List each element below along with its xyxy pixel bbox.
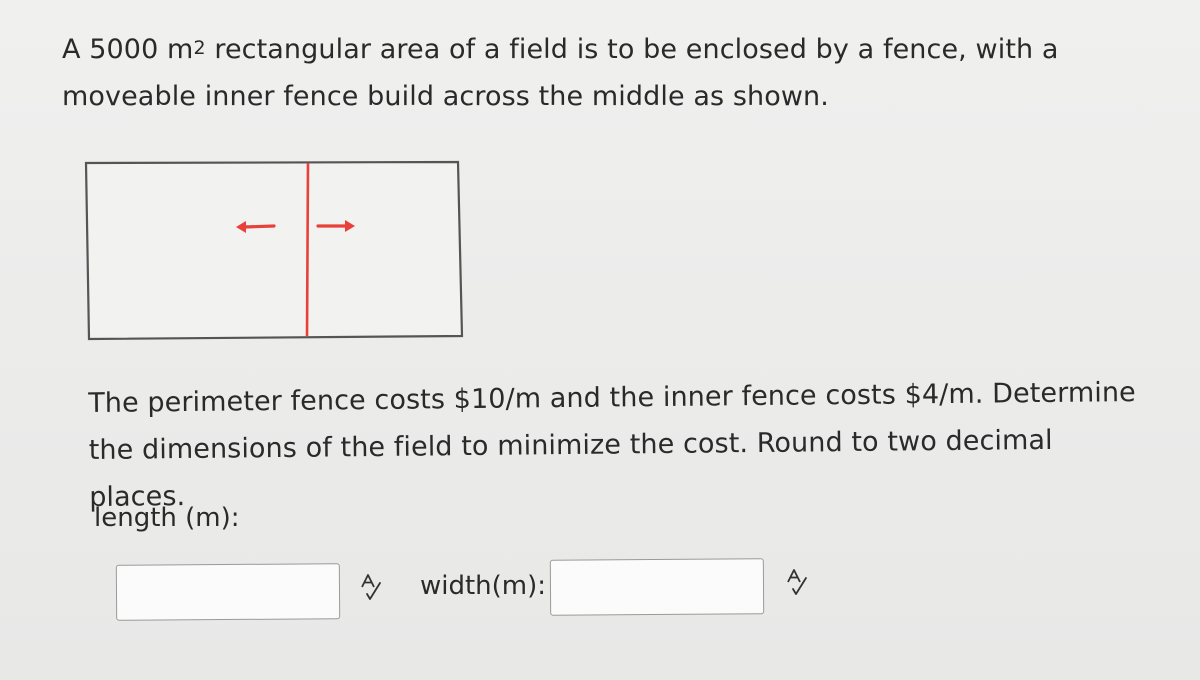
- width-input[interactable]: [550, 558, 764, 615]
- field-diagram: [84, 160, 468, 344]
- format-icon[interactable]: [784, 568, 810, 598]
- field-outer-fence: [86, 162, 462, 339]
- format-icon[interactable]: [358, 573, 384, 603]
- question-intro-area: A 5000 m: [62, 34, 194, 65]
- question-prompt: The perimeter fence costs $10/m and the inner fence costs $4/m. Determine the dimensions of the field to minimize the cost. Round to two decimal places.: [88, 377, 1136, 513]
- area-unit-exponent: 2: [193, 37, 206, 59]
- question-intro: [62, 26, 1172, 120]
- width-label: width(m):: [420, 571, 547, 601]
- length-input[interactable]: [116, 563, 340, 621]
- length-label: length (m):: [94, 503, 240, 533]
- inner-fence: [307, 163, 308, 336]
- question-intro-rest: rectangular area of a field is to be enclosed by a fence, with a moveable inner fence build across the middle as shown.: [62, 34, 1059, 112]
